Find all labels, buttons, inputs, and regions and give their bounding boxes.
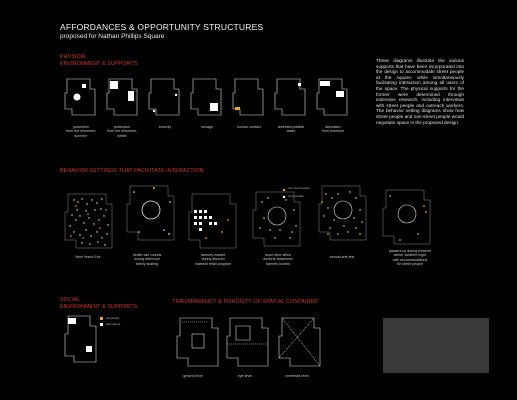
behavior-plan-1	[65, 194, 112, 248]
behavior-caption-4: lunch time office workers downtown farmers booths	[263, 253, 293, 266]
section-physical: PHYSICAL ENVIRONMENT & SUPPORTS	[60, 54, 138, 67]
transparency-diagrams	[172, 310, 332, 372]
physical-plan-3	[149, 79, 179, 115]
legend-non-civic: non-civic people	[288, 186, 310, 190]
transparency-plan-ground	[177, 318, 218, 366]
section-transparency: TRANSPARENCY & POROSITY OF SPATIAL CONTAINER	[172, 299, 319, 305]
physical-caption-4: storage	[201, 125, 213, 129]
page-title: AFFORDANCES & OPPORTUNITY STRUCTURES	[60, 22, 264, 32]
transparency-caption-overhead: overhead level	[285, 374, 309, 378]
physical-plan-2	[107, 79, 137, 115]
section-social: SOCIAL ENVIRONMENT & SUPPORTS	[60, 297, 138, 310]
physical-diagrams	[62, 75, 372, 123]
section-behavior: BEHAVIOR SETTINGS THAT FACILITATE INTERACTION	[60, 168, 204, 174]
behavior-plan-5	[319, 186, 366, 240]
page-subtitle: proposed for Nathan Phillips Square	[60, 33, 165, 40]
behavior-plan-3	[189, 194, 236, 248]
legend-permanent: permanent	[106, 322, 121, 326]
physical-caption-1: protection from the elements: summer	[66, 125, 96, 138]
physical-plan-6	[275, 79, 305, 115]
physical-caption-7: alienation from boredom	[321, 125, 345, 134]
placeholder-panel	[383, 318, 489, 373]
behavior-diagrams	[60, 180, 380, 255]
social-legend-marks	[100, 317, 104, 329]
physical-caption-3: security	[158, 125, 172, 129]
description-text: These diagrams illustrate the various supports that have been incorporated into the design to accommodate street people at the square, while simultaneously facilitating interaction among all users of the space. The physical supports for the former were determined through extensive research, including interviews with street people and outreach workers. The behavior setting diagrams show how street people and non-street people would negotiate space in the proposed design.	[376, 58, 464, 125]
behavior-caption-3: farmers market during favored material retail program	[195, 253, 231, 266]
physical-caption-6: resentful potable water	[277, 125, 305, 134]
transparency-caption-eye: eye level	[237, 374, 253, 378]
physical-caption-5: human contact	[237, 125, 261, 129]
transparency-plan-eye	[227, 318, 268, 366]
physical-plan-1	[65, 79, 95, 115]
physical-plan-5	[233, 79, 263, 115]
physical-plan-4	[191, 79, 221, 115]
behavior-caption-1: New Year's Eve	[75, 255, 101, 259]
behavior-caption-2: health van rounds during afternoon family skating	[132, 253, 162, 266]
behavior-plan-4	[253, 192, 300, 246]
behavior-caption-5: annual arts fest	[329, 255, 355, 259]
legend-temporary: temporary	[106, 316, 120, 320]
behavior-caption-6: passers by during extreme winter weather night with accommodations for street people	[388, 249, 432, 267]
physical-plan-7	[317, 79, 347, 115]
behavior-plan-2	[127, 186, 174, 240]
transparency-caption-ground: ground level	[183, 374, 203, 378]
physical-caption-2: protection from the elements: winter	[107, 125, 137, 138]
social-plan	[62, 312, 100, 368]
transparency-plan-overhead	[279, 318, 320, 366]
legend-civic: civic people	[288, 194, 304, 198]
behavior-plan-6	[380, 186, 440, 246]
